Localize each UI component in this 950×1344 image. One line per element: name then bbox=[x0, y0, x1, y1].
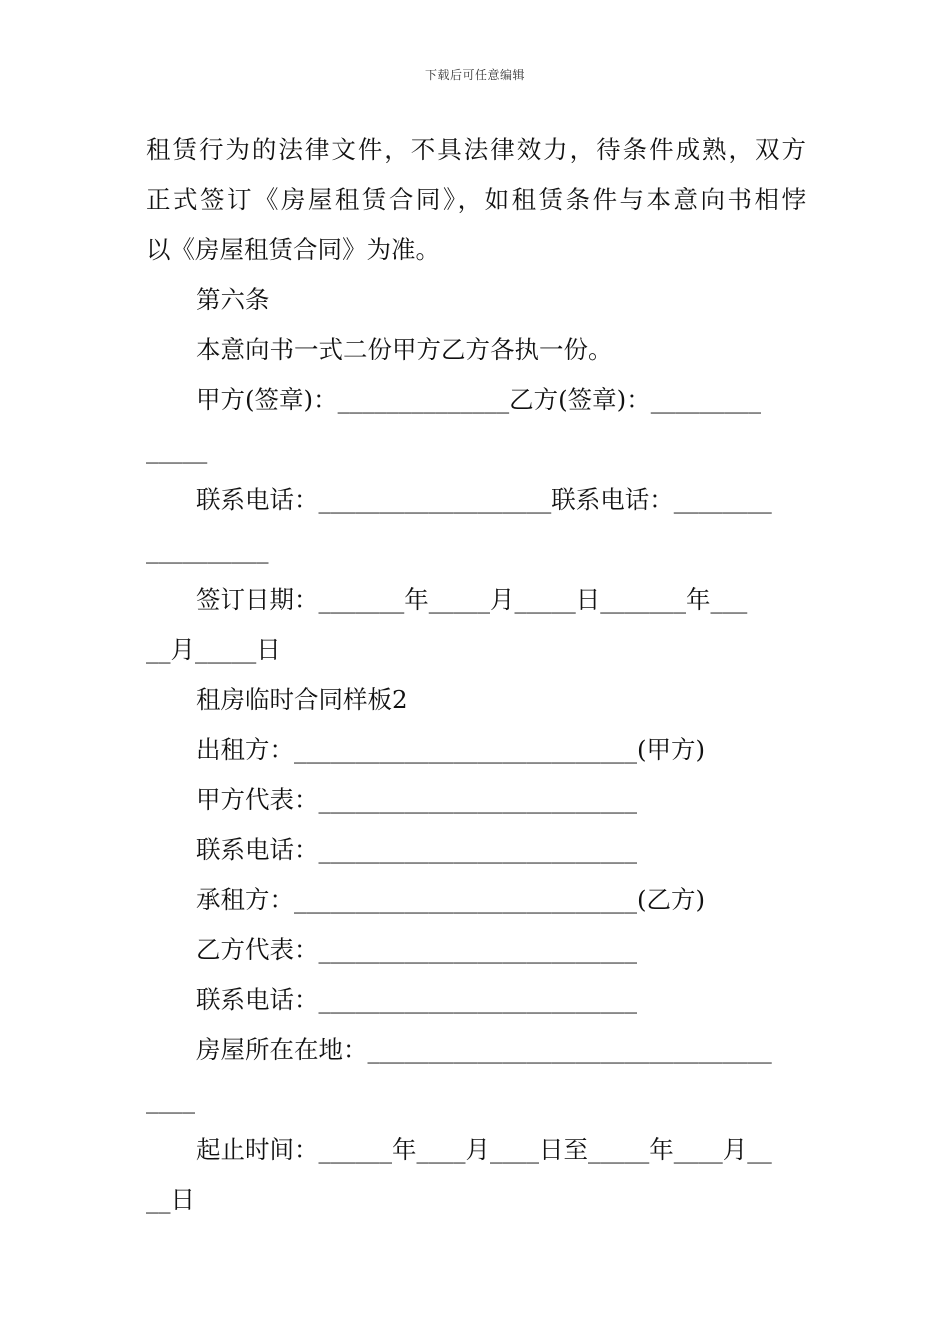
signature-line-continued: _____ bbox=[146, 435, 208, 464]
sign-date-line: 签订日期：_______年_____月_____日_______年___ bbox=[196, 585, 748, 614]
paragraph-line: 正式签订《房屋租赁合同》，如租赁条件与本意向书相悖 bbox=[146, 185, 806, 214]
article-heading: 第六条 bbox=[196, 285, 270, 314]
paragraph-line: 租赁行为的法律文件，不具法律效力，待条件成熟，双方 bbox=[146, 135, 806, 164]
party-a-phone-line: 联系电话：__________________________ bbox=[196, 835, 637, 864]
paragraph-line: 以《房屋租赁合同》为准。 bbox=[146, 235, 440, 264]
sign-date-line-continued: __月_____日 bbox=[146, 635, 281, 664]
signature-line: 甲方(签章)：______________乙方(签章)：_________ bbox=[196, 385, 761, 414]
section-title: 租房临时合同样板2 bbox=[196, 685, 408, 714]
term-period-line: 起止时间：______年____月____日至_____年____月__ bbox=[196, 1135, 772, 1164]
party-b-representative-line: 乙方代表：__________________________ bbox=[196, 935, 637, 964]
property-location-line-continued: ____ bbox=[146, 1085, 195, 1114]
party-a-representative-line: 甲方代表：__________________________ bbox=[196, 785, 637, 814]
lessee-line: 承租方：____________________________(乙方) bbox=[196, 885, 706, 914]
lessor-line: 出租方：____________________________(甲方) bbox=[196, 735, 706, 764]
phone-line-continued: __________ bbox=[146, 535, 269, 564]
phone-line: 联系电话：___________________联系电话：________ bbox=[196, 485, 772, 514]
term-period-line-continued: __日 bbox=[146, 1185, 195, 1214]
party-b-phone-line: 联系电话：__________________________ bbox=[196, 985, 637, 1014]
paragraph-line: 本意向书一式二份甲方乙方各执一份。 bbox=[196, 335, 613, 364]
property-location-line: 房屋所在在地：_________________________________ bbox=[196, 1035, 772, 1064]
page-header-note: 下载后可任意编辑 bbox=[424, 68, 525, 82]
